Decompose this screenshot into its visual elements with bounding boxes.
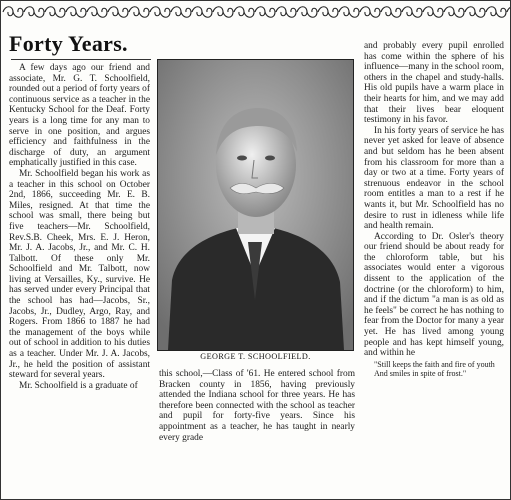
photo-caption: GEORGE T. SCHOOLFIELD.	[200, 352, 311, 361]
paragraph: According to Dr. Osler's theory our friend should be about ready for the chloroform table, but his associates would enter a vigorous dissent to the application of the doctrine (or the chloroform) to him, and if the dictum "a man is as old as he feels" be correct he has nothing to fear from the Doctor for many a year yet. He has lived among young people and has kept himself young, and within he	[364, 231, 504, 359]
paragraph: In his forty years of service he has never yet asked for leave of absence and but seldom has he been absent from his classroom for more than a day or two at a time. Forty years of strenuous endeavor in the school room entitles a man to a rest if he wants it, but Mr. Schoolfield has no desire to rust in idleness while life and health remain.	[364, 125, 504, 232]
paragraph: A few days ago our friend and associate, Mr. G. T. Schoolfield, rounded out a period of forty years of continuous service as a teacher in the Kentucky School for the Deaf. Forty years is a long time for any man to serve in one position, and argues efficiency and faithfulness in the discharge of duty, an argument emphatically justified in this case.	[9, 63, 150, 169]
poem-line: "Still keeps the faith and fire of youth	[374, 359, 495, 369]
poem-line: And smiles in spite of frost."	[374, 368, 467, 378]
portrait-photo	[157, 59, 354, 351]
paragraph: Mr. Schoolfield is a graduate of	[19, 380, 138, 391]
column-left	[9, 63, 150, 391]
poem-quote	[374, 360, 504, 378]
portrait-image	[158, 60, 353, 350]
column-middle	[159, 369, 355, 443]
paragraph: this school,—Class of '61. He entered school from Bracken county in 1856, having previously attended the Indiana school for three years. He has therefore been connected with the school as teacher and pupil for forty-five years. Since his appointment as a teacher, he has taught in nearly every grade	[159, 369, 355, 443]
paragraph: and probably every pupil enrolled has come within the sphere of his influence—many in the school room, others in the chapel and study-halls. His old pupils have a warm place in their hearts for him, and we may add that their lives bear eloquent testimony in his favor.	[364, 41, 504, 126]
title-rule	[11, 59, 151, 60]
article-title: Forty Years.	[9, 31, 128, 56]
ornamental-border	[1, 1, 510, 23]
column-right	[364, 41, 504, 378]
paragraph: Mr. Schoolfield began his work as a teacher in this school on October 2nd, 1866, succeeding Mr. E. B. Miles, resigned. At that time the school was small, there being but five teachers—Mr. Schoolfield, Rev.S.B. Cheek, Mrs. E. J. Heron, Mr. J. A. Jacobs, Jr., and Mr. C. H. Talbott. Of these only Mr. Schoolfield and Mr. Talbott, now living at Versailles, Ky., survive. He has served under every Principal that the school has had—Jacobs, Sr., Jacobs, Jr., Dudley, Argo, Ray, and Rogers. From 1866 to 1887 he had the management of the boys while out of school in addition to his duties as a teacher. Under Mr. J. A. Jacobs, Jr., he held the position of assistant steward for several years.	[9, 168, 150, 381]
